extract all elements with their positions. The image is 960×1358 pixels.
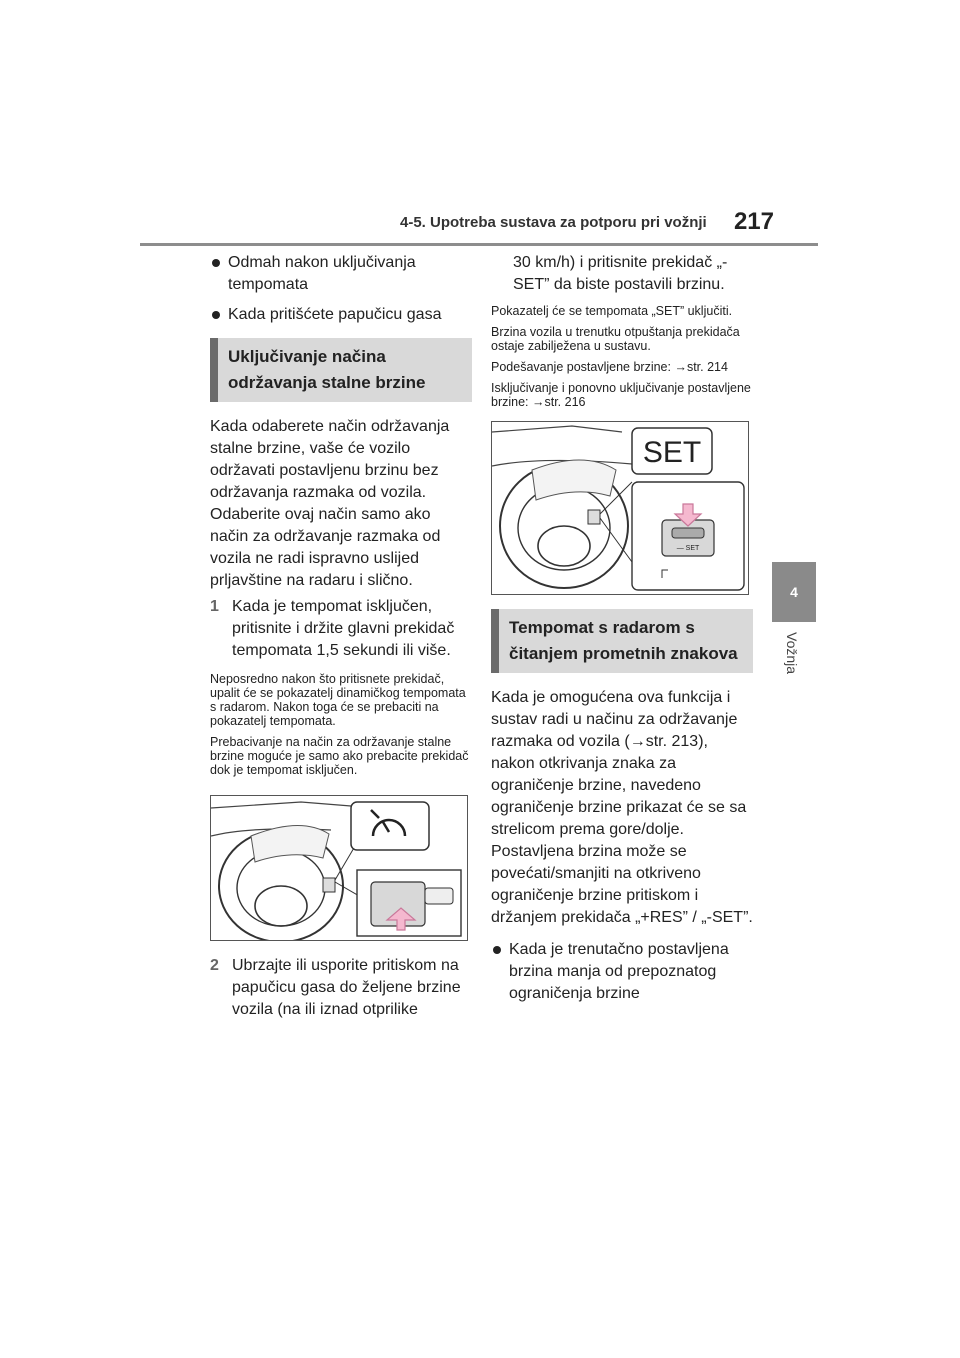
heading-line: Tempomat s radarom s xyxy=(509,618,695,637)
right-column xyxy=(491,252,753,1013)
steering-illustration xyxy=(211,796,467,940)
bullet-item xyxy=(210,252,472,296)
steering-wheel-figure xyxy=(210,795,468,941)
paragraph-continued: 30 km/h) i pritisnite prekidač „-SET” da biste postavili brzinu. xyxy=(513,254,728,293)
small-set-label: — SET xyxy=(676,545,700,552)
note: Isključivanje i ponovno uključivanje postavljene brzine: →str. 216 xyxy=(491,381,751,409)
note: Neposredno nakon što pritisnete prekidač, upalit će se pokazatelj dinamičkog tempomata s radarom. Nakon toga će se prebaciti na pokazatelj tempomata. xyxy=(210,672,466,728)
note: Pokazatelj će se tempomata „SET” uključiti. xyxy=(491,304,733,318)
paragraph: Kada odaberete način održavanja stalne brzine, vaše će vozilo održavati postavljenu brzinu bez održavanja razmaka od vozila. Odaberite ovaj način samo ako način za održavanje razmaka od vozila ne radi ispravno uslijed prljavštine na radaru i slično. xyxy=(210,418,450,589)
step-number: 1 xyxy=(210,598,219,615)
section-heading xyxy=(491,609,753,673)
note: Prebacivanje na način za održavanje stalne brzine moguće je samo ako prebacite prekidač dok je tempomat isključen. xyxy=(210,735,469,777)
bullet-text: Odmah nakon uključivanja tempomata xyxy=(228,254,416,293)
bullet-dot xyxy=(212,259,220,267)
bullet-item xyxy=(491,939,753,1005)
note: Brzina vozila u trenutku otpuštanja prekidača ostaje zabilježena u sustavu. xyxy=(491,325,740,353)
bullet-dot xyxy=(493,946,501,954)
chapter-tab: 4 xyxy=(772,562,816,622)
set-switch-illustration xyxy=(492,422,748,594)
set-switch-figure xyxy=(491,421,749,595)
paragraph: Kada je omogućena ova funkcija i sustav radi u načinu za održavanje razmaka od vozila (→str. 213), nakon otkrivanja znaka za ograničenje brzine, navedeno ograničenje brzine prikazat će se sa strelicom prema gore/dolje. Postavljena brzina može se povećati/smanjiti na otkriveno ograničenje brzine pritiskom i držanjem prekidača „+RES” / „-SET”. xyxy=(491,689,753,926)
bullet-dot xyxy=(212,311,220,319)
heading-line: održavanja stalne brzine xyxy=(228,373,426,392)
bullet-text: Kada pritišćete papučicu gasa xyxy=(228,306,442,323)
page-header xyxy=(400,210,780,238)
chapter-label: Vožnja xyxy=(784,632,800,675)
left-column xyxy=(210,252,472,1031)
header-rule xyxy=(140,243,818,246)
heading-line: čitanjem prometnih znakova xyxy=(509,644,738,663)
heading-line: Uključivanje načina xyxy=(228,347,386,366)
step-1 xyxy=(210,596,472,662)
page-number: 217 xyxy=(733,208,774,235)
step-text: Kada je tempomat isključen, pritisnite i držite glavni prekidač tempomata 1,5 sekundi ili više. xyxy=(232,598,455,659)
section-title: 4-5. Upotreba sustava za potporu pri vožnji xyxy=(400,214,707,231)
step-text: Ubrzajte ili usporite pritiskom na papučicu gasa do željene brzine vozila (na ili iznad otprilike xyxy=(232,957,461,1018)
step-2 xyxy=(210,955,472,1021)
step-number: 2 xyxy=(210,957,219,974)
section-heading xyxy=(210,338,472,402)
bullet-text: Kada je trenutačno postavljena brzina manja od prepoznatog ograničenja brzine xyxy=(509,941,729,1002)
note: Podešavanje postavljene brzine: →str. 214 xyxy=(491,360,728,374)
bullet-item xyxy=(210,304,472,326)
set-label: SET xyxy=(642,436,702,469)
